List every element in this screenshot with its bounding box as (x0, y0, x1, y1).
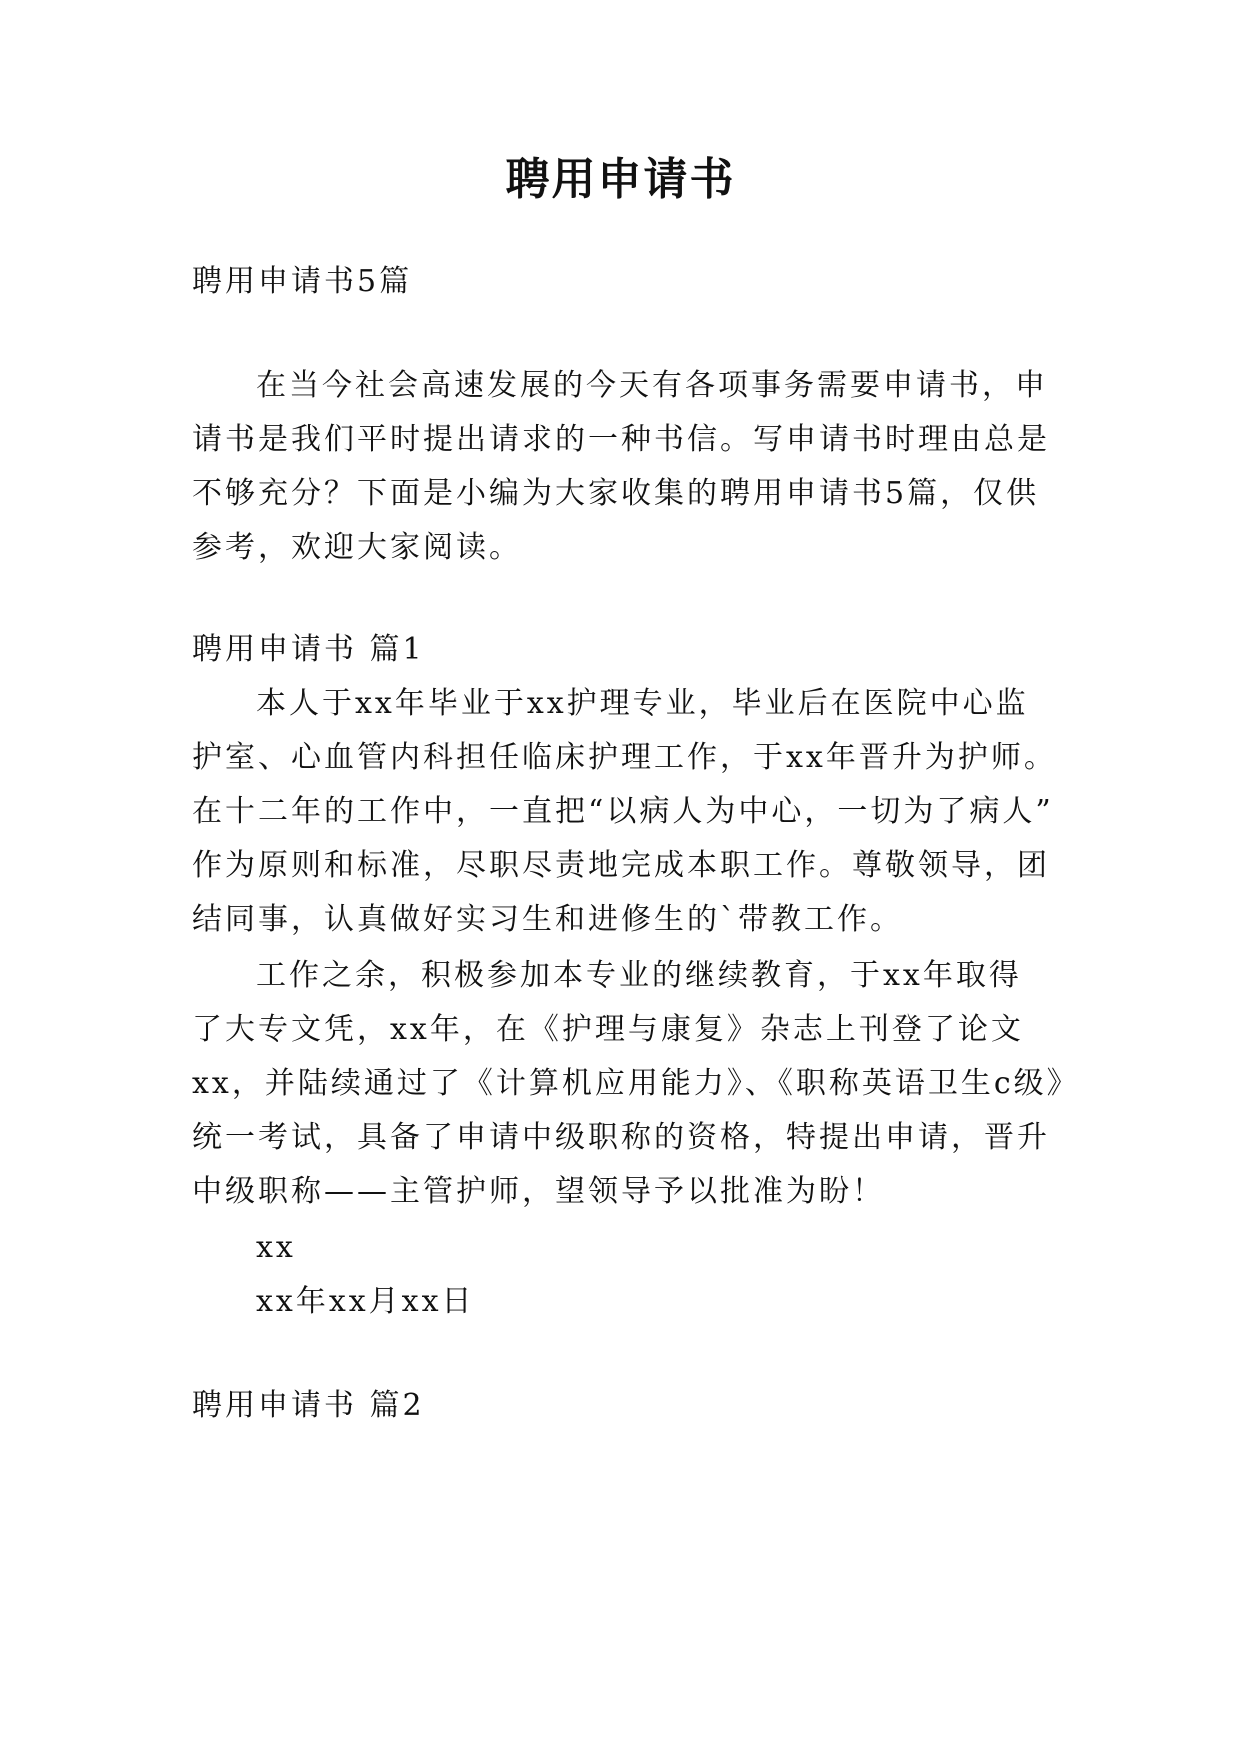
paragraph-line: 统一考试，具备了申请中级职称的资格，特提出申请，晋升 (192, 1120, 1050, 1155)
document-title: 聘用申请书 (505, 154, 736, 205)
paragraph-line: 作为原则和标准，尽职尽责地完成本职工作。尊敬领导，团 (192, 848, 1050, 883)
section-heading: 聘用申请书 篇1 (192, 632, 425, 667)
intro-line: 在当今社会高速发展的今天有各项事务需要申请书，申 (256, 368, 1048, 403)
intro-line: 请书是我们平时提出请求的一种书信。写申请书时理由总是 (192, 422, 1050, 457)
intro-line: 参考，欢迎大家阅读。 (192, 530, 522, 565)
paragraph-line: 了大专文凭，xx年，在《护理与康复》杂志上刊登了论文 (192, 1012, 1024, 1047)
paragraph-line: 本人于xx年毕业于xx护理专业，毕业后在医院中心监 (256, 686, 1029, 721)
intro-line: 不够充分？下面是小编为大家收集的聘用申请书5篇，仅供 (192, 476, 1040, 511)
date: xx年xx月xx日 (256, 1284, 475, 1319)
subtitle: 聘用申请书5篇 (192, 264, 413, 299)
paragraph-line: 工作之余，积极参加本专业的继续教育，于xx年取得 (256, 958, 1022, 993)
paragraph-line: xx，并陆续通过了《计算机应用能力》、《职称英语卫生c级》 (192, 1066, 1080, 1101)
section-heading: 聘用申请书 篇2 (192, 1388, 425, 1423)
paragraph-line: 结同事，认真做好实习生和进修生的`带教工作。 (192, 902, 903, 937)
signature: xx (256, 1230, 296, 1265)
paragraph-line: 护室、心血管内科担任临床护理工作，于xx年晋升为护师。 (192, 740, 1057, 775)
paragraph-line: 中级职称——主管护师，望领导予以批准为盼！ (192, 1174, 885, 1209)
paragraph-line: 在十二年的工作中，一直把“以病人为中心，一切为了病人” (192, 794, 1054, 829)
